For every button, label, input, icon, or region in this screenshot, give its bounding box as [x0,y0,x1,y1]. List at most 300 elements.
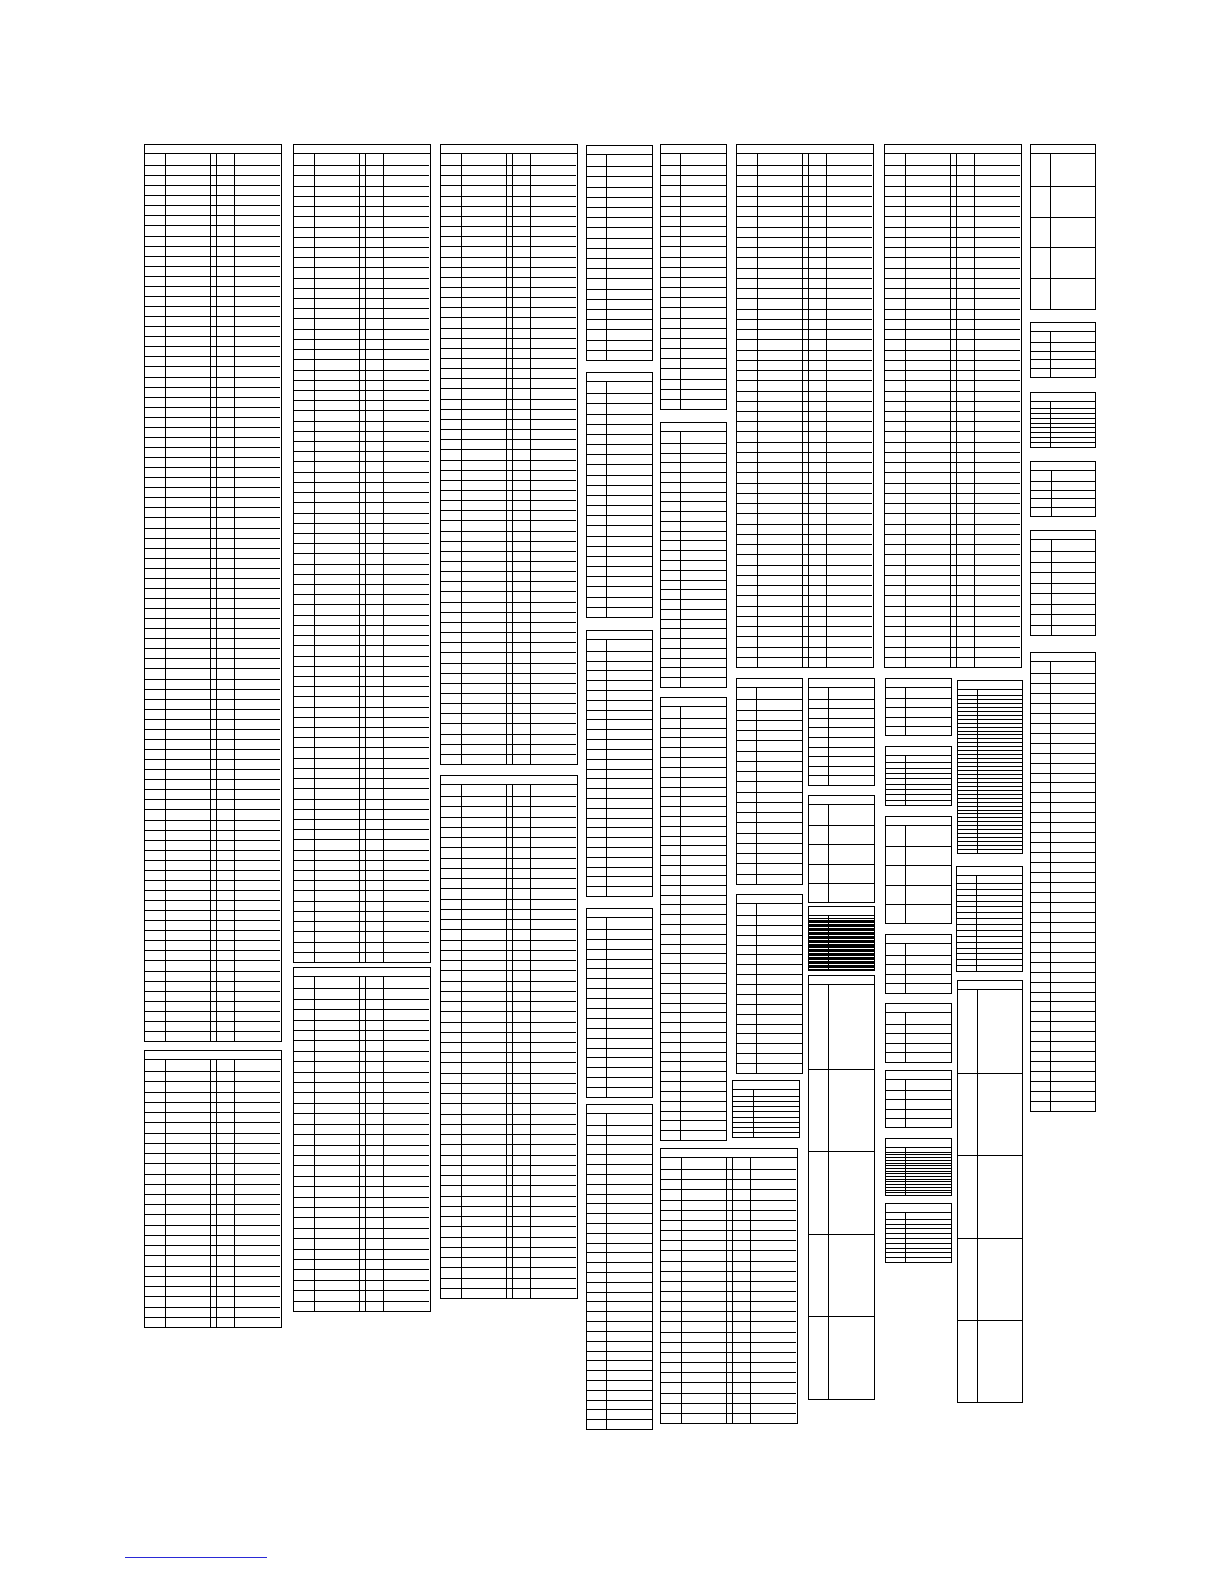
table-row-rule [1031,247,1095,248]
table-row-rule [587,546,652,547]
table-row-rule [958,802,1022,803]
table-row-rule [1031,982,1095,983]
table-row-rule [441,744,576,745]
table-row-rule [886,1099,951,1100]
table-row-rule [145,377,280,378]
table-row-rule [1031,832,1095,833]
table-row-rule [441,510,576,511]
table-row-rule [1031,625,1095,626]
table-row-rule [958,1238,1022,1239]
table-row-rule [1031,992,1095,993]
table-row-rule [661,277,726,278]
table-row-rule [587,1292,652,1293]
table-row-rule [294,1145,429,1146]
table-row-rule [294,676,429,677]
table-row-rule [294,257,429,258]
table-row-rule [294,696,429,697]
table-row-rule [294,778,429,779]
table-row-rule [294,625,429,626]
table-row-rule [294,1197,429,1198]
table-row-rule [294,533,429,534]
table-row-rule [441,1247,576,1248]
table-header-band [809,679,874,688]
table-row-rule [661,924,726,925]
table-row-rule [737,524,872,525]
table-row-rule [441,287,576,288]
table-row-rule [145,759,280,760]
table-row-rule [441,541,576,542]
table-row-rule [294,196,429,197]
table-row-rule [294,952,429,953]
table-row-rule [587,808,652,809]
table-row-rule [441,317,576,318]
table-row-rule [958,742,1022,743]
table-row-rule [809,844,874,845]
table-row-rule [737,964,802,965]
table-row-rule [661,1042,726,1043]
table-row-rule [587,929,652,930]
table-row-rule [145,900,280,901]
table-row-rule [958,845,1022,846]
table-row-rule [661,511,726,512]
table-row-rule [958,746,1022,747]
table-row-rule [1031,812,1095,813]
table-row-rule [145,719,280,720]
table-row-rule [294,850,429,851]
table-row-rule [294,880,429,881]
table-row-rule [441,837,576,838]
table-row-rule [145,215,280,216]
table-row-rule [294,441,429,442]
table-row-rule [958,829,1022,830]
table-row-rule [294,492,429,493]
table-row-rule [661,1403,796,1404]
table-row-rule [441,734,576,735]
table-row-rule [661,806,726,807]
table-row-rule [1031,942,1095,943]
table-row-rule [587,1077,652,1078]
table-row-rule [661,1003,726,1004]
table-row-rule [737,391,872,392]
table-row-rule [587,309,652,310]
table-row-rule [737,1014,802,1015]
table-row-rule [145,195,280,196]
table-row-rule [294,339,429,340]
table-row-rule [1031,872,1095,873]
table-row-rule [661,1111,726,1112]
table-row-rule [809,737,874,738]
table-row-rule [587,1154,652,1155]
table-row-rule [294,247,429,248]
table-row-rule [441,1032,576,1033]
table-row-rule [587,1282,652,1283]
table-row-rule [587,1008,652,1009]
table-row-rule [145,1317,280,1318]
table-row-rule [737,1053,802,1054]
table-column-rule [383,154,384,962]
table-row-rule [145,860,280,861]
table-header-band [958,681,1022,690]
blank-table-t9 [586,630,653,897]
table-row-rule [587,1301,652,1302]
table-row-rule [733,1106,799,1107]
table-column-rule [828,985,829,1399]
table-row-rule [587,1067,652,1068]
table-row-rule [294,380,429,381]
table-row-rule [441,703,576,704]
table-row-rule [1031,1041,1095,1042]
table-row-rule [294,1103,429,1104]
table-header-band [294,145,430,154]
table-row-rule [145,1021,280,1022]
table-row-rule [587,299,652,300]
table-row-rule [441,277,576,278]
table-row-rule [885,483,1020,484]
table-row-rule [1031,773,1095,774]
table-row-rule [441,1093,576,1094]
table-row-rule [587,1087,652,1088]
table-row-rule [441,1052,576,1053]
table-row-rule [294,1113,429,1114]
table-row-rule [294,1290,429,1291]
table-row-rule [145,507,280,508]
table-row-rule [587,778,652,779]
table-column-rule [365,154,366,962]
table-row-rule [661,1169,796,1170]
table-row-rule [661,196,726,197]
table-row-rule [587,1262,652,1263]
table-row-rule [1031,693,1095,694]
blank-table-t17 [884,144,1022,668]
table-row-rule [145,1296,280,1297]
table-row-rule [661,462,726,463]
table-row-rule [587,988,652,989]
table-column-rule [905,756,906,805]
table-row-rule [441,806,576,807]
table-row-rule [661,767,726,768]
table-header-band [1031,145,1095,154]
table-row-rule [145,799,280,800]
table-row-rule [737,925,802,926]
table-row-rule [145,820,280,821]
table-row-rule [661,609,726,610]
table-row-rule [886,1154,951,1155]
table-row-rule [587,495,652,496]
table-row-rule [587,1351,652,1352]
table-row-rule [661,540,726,541]
table-row-rule [958,762,1022,763]
table-column-rule [905,944,906,993]
table-row-rule [145,930,280,931]
table-row-rule [145,789,280,790]
table-row-rule [587,959,652,960]
table-row-rule [958,837,1022,838]
table-row-rule [958,723,1022,724]
table-row-rule [737,636,872,637]
table-row-rule [1031,604,1095,605]
table-row-rule [958,703,1022,704]
table-row-rule [294,318,429,319]
table-row-rule [737,954,802,955]
table-row-rule [1031,278,1095,279]
table-row-rule [587,788,652,789]
table-row-rule [587,1233,652,1234]
table-row-rule [885,319,1020,320]
table-row-rule [661,993,726,994]
table-row-rule [145,1225,280,1226]
table-row-rule [661,865,726,866]
table-row-rule [737,994,802,995]
table-row-rule [587,454,652,455]
table-row-rule [441,1083,576,1084]
table-row-rule [294,165,429,166]
table-row-rule [737,411,872,412]
table-row-rule [1031,842,1095,843]
table-row-rule [661,885,726,886]
table-row-rule [737,370,872,371]
table-row-rule [1031,572,1095,573]
table-row-rule [441,1114,576,1115]
table-row-rule [661,875,726,876]
table-row-rule [737,247,872,248]
table-row-rule [441,520,576,521]
table-row-rule [587,556,652,557]
table-row-rule [957,895,1022,896]
table-row-rule [145,1001,280,1002]
table-row-rule [145,1174,280,1175]
table-row-rule [737,822,802,823]
table-row-rule [733,1117,799,1118]
table-row-rule [661,816,726,817]
table-row-rule [441,388,576,389]
table-row-rule [145,286,280,287]
table-row-rule [145,1031,280,1032]
table-row-rule [1031,753,1095,754]
table-row-rule [587,1331,652,1332]
table-row-rule [737,278,872,279]
table-row-rule [145,1081,280,1082]
blank-table-t34 [956,866,1023,972]
table-row-rule [441,632,576,633]
table-row-rule [958,817,1022,818]
table-row-rule [737,802,802,803]
table-row-rule [957,948,1022,949]
table-row-rule [737,812,802,813]
table-row-rule [886,1165,951,1166]
table-row-rule [958,750,1022,751]
table-row-rule [885,186,1020,187]
table-row-rule [885,350,1020,351]
table-row-rule [958,699,1022,700]
table-row-rule [145,1102,280,1103]
blank-table-t2 [144,1050,282,1328]
table-row-rule [737,534,872,535]
table-row-rule [661,944,726,945]
table-row-rule [886,768,951,769]
table-row-rule [441,1103,576,1104]
table-row-rule [587,1360,652,1361]
table-row-rule [294,829,429,830]
table-row-rule [294,502,429,503]
table-row-rule [958,738,1022,739]
table-row-rule [294,186,429,187]
table-row-rule [661,914,726,915]
table-row-rule [661,1321,796,1322]
table-row-rule [294,400,429,401]
table-row-rule [587,227,652,228]
table-row-rule [733,1101,799,1102]
table-row-rule [737,462,872,463]
table-row-rule [441,1144,576,1145]
table-row-rule [1031,1001,1095,1002]
blank-table-t21 [808,678,875,786]
table-row-rule [957,918,1022,919]
table-row-rule [145,1184,280,1185]
table-row-rule [737,186,872,187]
blank-table-t24 [808,975,875,1400]
table-row-rule [886,1192,951,1193]
table-row-rule [587,818,652,819]
table-row-rule [294,482,429,483]
table-row-rule [587,505,652,506]
table-row-rule [737,1043,802,1044]
table-row-rule [587,278,652,279]
table-row-rule [294,513,429,514]
table-row-rule [587,1341,652,1342]
table-row-rule [661,777,726,778]
table-row-rule [587,1048,652,1049]
table-header-band [1031,462,1095,471]
table-row-rule [441,713,576,714]
table-row-rule [885,431,1020,432]
table-row-rule [737,740,802,741]
table-row-rule [441,1278,576,1279]
table-row-rule [737,309,872,310]
table-row-rule [587,978,652,979]
table-row-rule [587,1321,652,1322]
table-row-rule [441,1226,576,1227]
table-header-band [587,909,652,918]
table-row-rule [145,568,280,569]
table-row-rule [145,608,280,609]
table-row-rule [441,368,576,369]
table-row-rule [587,1223,652,1224]
table-row-rule [1031,1031,1095,1032]
table-row-rule [587,248,652,249]
table-row-rule [1031,583,1095,584]
table-row-rule [661,1130,726,1131]
table-row-rule [587,719,652,720]
table-row-rule [737,781,802,782]
table-row-rule [294,431,429,432]
table-row-rule [809,825,874,826]
table-row-rule [294,461,429,462]
table-row-rule [587,827,652,828]
table-row-rule [145,950,280,951]
blank-table-t3 [293,144,431,963]
table-row-rule [885,247,1020,248]
table-row-rule [294,574,429,575]
table-row-rule [145,1112,280,1113]
table-row-rule [294,1207,429,1208]
table-row-rule [294,1040,429,1041]
table-row-rule [661,521,726,522]
table-row-rule [886,1152,951,1153]
table-row-rule [661,677,726,678]
table-row-rule [661,216,726,217]
table-row-rule [661,580,726,581]
table-header-band [886,747,951,756]
table-header-band [886,935,951,944]
blank-table-t10 [586,908,653,1098]
table-row-rule [885,493,1020,494]
table-row-rule [294,584,429,585]
blank-table-t14 [660,697,727,1141]
table-row-rule [958,774,1022,775]
table-row-rule [661,1393,796,1394]
table-row-rule [441,602,576,603]
table-row-rule [958,782,1022,783]
table-row-rule [737,945,802,946]
table-column-rule [905,1080,906,1127]
table-row-rule [886,698,951,699]
table-row-rule [441,307,576,308]
table-row-rule [737,1063,802,1064]
table-row-rule [294,1009,429,1010]
table-row-rule [661,443,726,444]
table-row-rule [886,885,951,886]
table-row-rule [587,690,652,691]
table-row-rule [886,955,951,956]
table-row-rule [294,390,429,391]
table-row-rule [886,762,951,763]
table-row-rule [294,206,429,207]
table-row-rule [957,942,1022,943]
blank-table-t32 [885,1203,952,1263]
table-row-rule [294,860,429,861]
table-row-rule [661,531,726,532]
table-row-rule [661,379,726,380]
table-row-rule [587,350,652,351]
table-row-rule [661,1230,796,1231]
table-row-rule [145,296,280,297]
table-row-rule [957,912,1022,913]
table-header-band [737,895,802,904]
table-row-rule [294,1186,429,1187]
table-row-rule [294,809,429,810]
table-row-rule [145,699,280,700]
table-row-rule [957,883,1022,884]
table-row-rule [294,707,429,708]
table-row-rule [587,749,652,750]
blank-table-right-small [1030,530,1096,636]
table-row-rule [145,437,280,438]
table-row-rule [661,206,726,207]
table-row-rule [737,175,872,176]
table-row-rule [958,825,1022,826]
blank-table-t20 [732,1080,800,1138]
table-row-rule [441,561,576,562]
table-row-rule [441,267,576,268]
table-row-rule [145,729,280,730]
table-row-rule [294,635,429,636]
table-row-rule [441,981,576,982]
table-row-rule [587,769,652,770]
table-row-rule [886,707,951,708]
table-row-rule [145,880,280,881]
table-row-rule [1031,423,1095,424]
table-row-rule [737,761,802,762]
